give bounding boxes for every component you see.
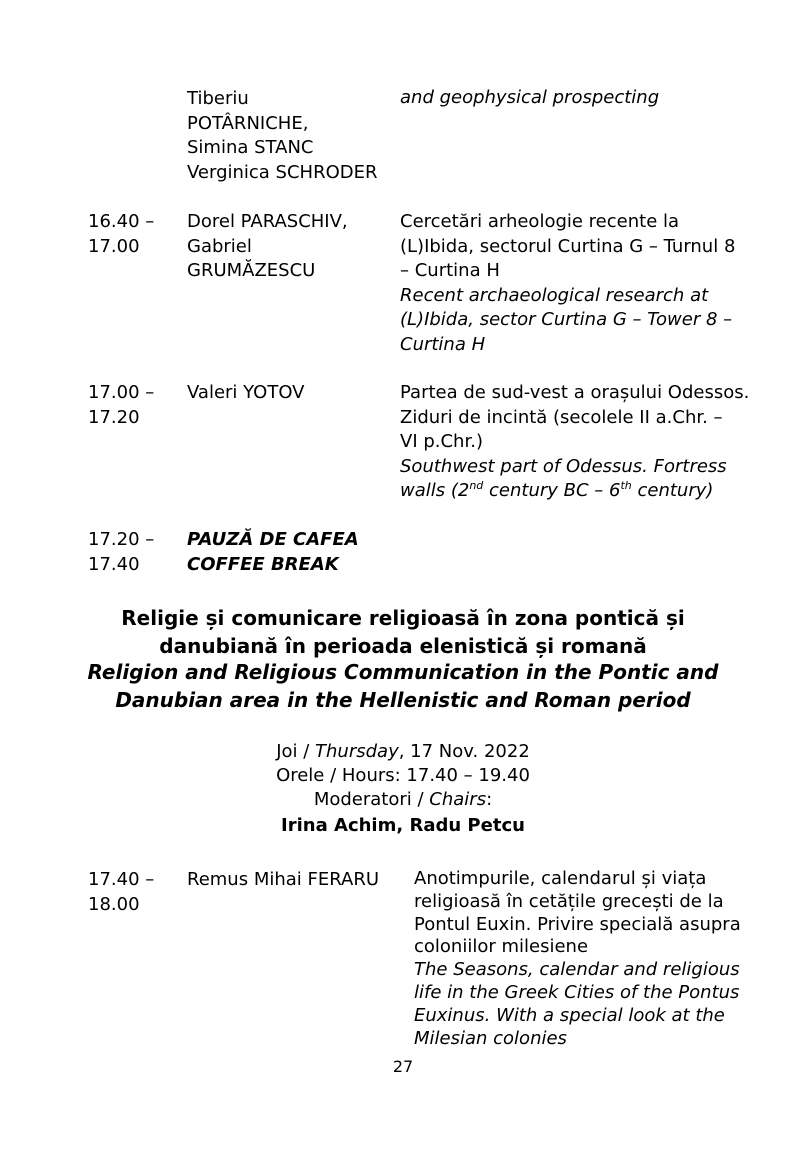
entry-time	[88, 868, 154, 917]
ordinal-suffix: th	[620, 479, 632, 492]
day-en: Thursday	[315, 741, 399, 762]
author-line: Tiberiu	[187, 88, 249, 109]
entry-authors	[187, 210, 348, 284]
title-en-part: century)	[631, 480, 714, 501]
title-en-line: Recent archaeological research at	[400, 284, 709, 306]
title-en-line: Southwest part of Odessus. Fortress	[400, 455, 727, 477]
title-en-part: century BC – 6	[483, 480, 621, 501]
entry-authors	[187, 381, 304, 406]
time-end: 17.00	[88, 235, 140, 257]
section-title-line: Religie și comunicare religioasă în zona pontică și	[121, 606, 685, 630]
entry-authors	[187, 87, 378, 185]
title-ro-line: Pontul Euxin. Privire specială asupra	[414, 913, 741, 935]
title-ro-line: coloniilor milesiene	[414, 936, 589, 958]
author-line: Verginica SCHRODER	[187, 161, 378, 183]
title-ro-line: Ziduri de incintă (secolele II a.Chr. –	[400, 406, 723, 428]
title-en-line	[400, 479, 753, 504]
title-en-line: Curtina H	[400, 333, 486, 355]
time-start: 17.40 –	[88, 869, 155, 890]
title-en-part: walls (2	[400, 480, 470, 501]
author-line: Simina STANC	[187, 137, 314, 158]
session-date	[0, 740, 806, 764]
author-line: Gabriel	[187, 235, 252, 257]
title-en-line: Milesian colonies	[414, 1027, 567, 1049]
session-chairs-label	[0, 788, 806, 812]
entry-title-en	[400, 86, 753, 111]
title-ro-line: Cercetări arheologie recente la	[400, 211, 680, 232]
session-hours: Orele / Hours: 17.40 – 19.40	[276, 765, 530, 786]
section-title-en	[0, 658, 806, 714]
author-line: POTÂRNICHE,	[187, 112, 309, 134]
entry-title	[400, 210, 753, 357]
ordinal-suffix: nd	[469, 479, 484, 492]
entry-title	[414, 868, 753, 1050]
entry-time	[88, 381, 154, 430]
author-line: Valeri YOTOV	[187, 382, 305, 403]
page-number: 27	[392, 1057, 414, 1076]
chairs-colon: :	[486, 789, 493, 810]
section-title-line: Religion and Religious Communication in the Pontic and	[87, 660, 719, 684]
time-end: 17.20	[88, 406, 140, 428]
title-ro-line: religioasă în cetățile grecești de la	[414, 890, 724, 912]
coffee-break	[187, 528, 359, 577]
chairs-names: Irina Achim, Radu Petcu	[281, 815, 525, 836]
title-ro-line: – Curtina H	[400, 260, 500, 281]
section-title-line: Danubian area in the Hellenistic and Roman period	[115, 688, 691, 712]
time-end: 17.40	[88, 553, 140, 575]
title-en-line: Euxinus. With a special look at the	[414, 1004, 725, 1026]
time-start: 17.20 –	[88, 529, 155, 550]
title-ro-line: (L)Ibida, sectorul Curtina G – Turnul 8	[400, 235, 736, 257]
title-en-line: (L)Ibida, sector Curtina G – Tower 8 –	[400, 309, 733, 330]
section-title-line: danubiană în perioada elenistică și romană	[159, 634, 647, 658]
section-title-ro	[0, 604, 806, 660]
time-end: 18.00	[88, 893, 140, 915]
break-ro: PAUZĂ DE CAFEA	[187, 529, 359, 550]
title-en-line: The Seasons, calendar and religious	[414, 959, 740, 981]
time-start: 16.40 –	[88, 211, 155, 232]
chairs-en: Chairs	[429, 789, 487, 810]
break-en: COFFEE BREAK	[187, 553, 339, 575]
entry-time	[88, 528, 154, 577]
time-start: 17.00 –	[88, 382, 155, 403]
entry-author: Remus Mihai FERARU	[187, 869, 380, 890]
entry-time	[88, 210, 154, 259]
author-line: GRUMĂZESCU	[187, 260, 316, 281]
author-line: Dorel PARASCHIV,	[187, 211, 348, 232]
date: , 17 Nov. 2022	[398, 741, 530, 762]
title-ro-line: VI p.Chr.)	[400, 431, 483, 452]
chairs-ro: Moderatori /	[313, 789, 430, 810]
day-ro: Joi /	[276, 741, 316, 762]
title-ro-line: Anotimpurile, calendarul și viața	[414, 868, 707, 889]
title-ro-line: Partea de sud-vest a orașului Odessos.	[400, 382, 750, 403]
title-en-line: and geophysical prospecting	[400, 87, 660, 108]
entry-title	[400, 381, 753, 504]
title-en-line: life in the Greek Cities of the Pontus	[414, 981, 740, 1003]
